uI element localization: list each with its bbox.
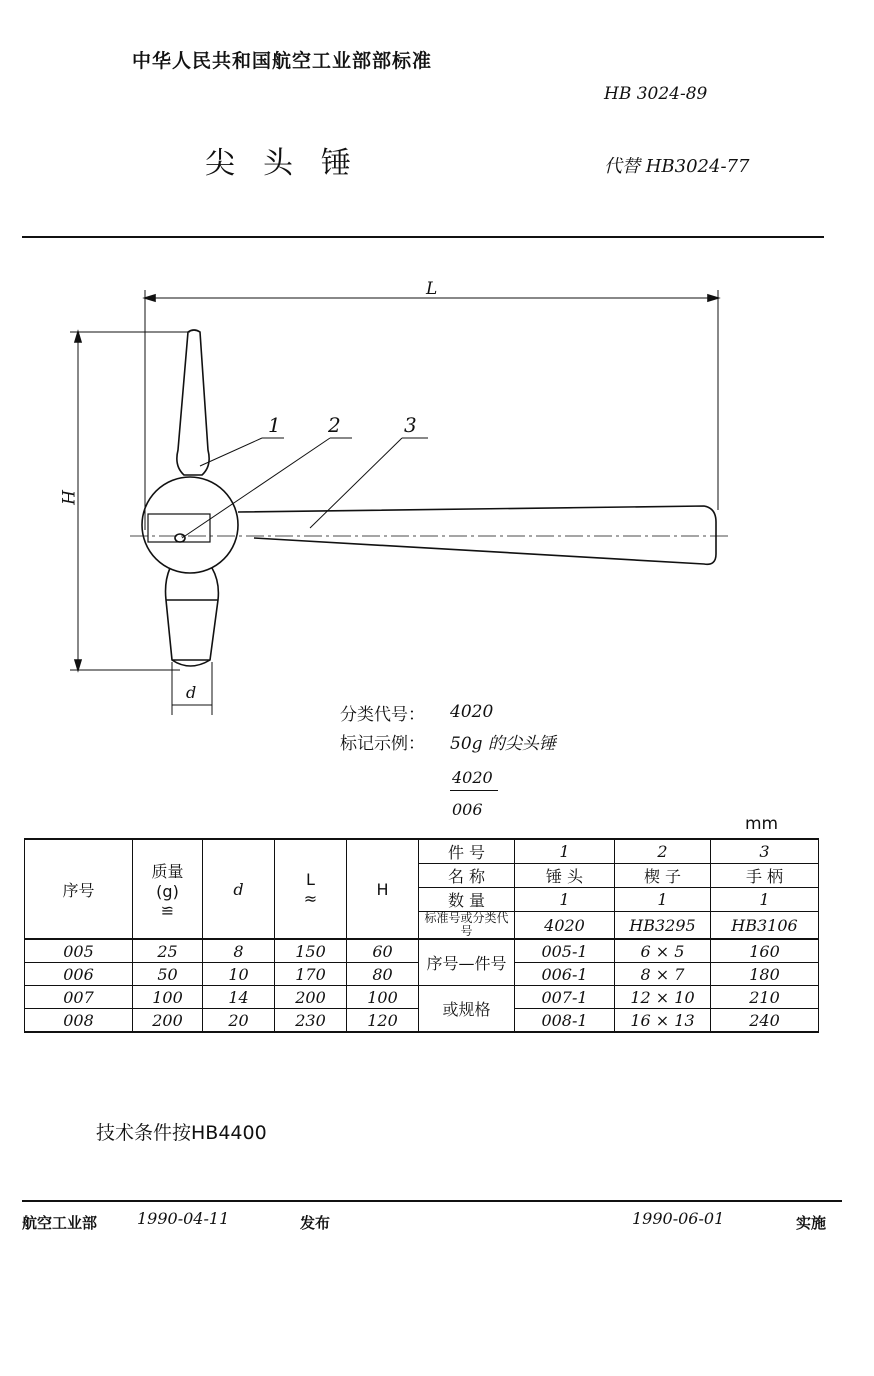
- part-1-no: 1: [515, 839, 615, 864]
- header-H: H: [347, 839, 419, 939]
- page-title: 尖头锤: [205, 146, 379, 181]
- dim-H-label: H: [57, 490, 77, 505]
- header-part-no: 件 号: [419, 839, 515, 864]
- header-d: d: [203, 839, 275, 939]
- table-row: 008 200 20 230 120 008-1 16 × 13 240: [25, 1009, 819, 1033]
- issuer: 航空工业部: [22, 1214, 98, 1232]
- top-divider: [22, 236, 824, 238]
- header-seq-part: 序号—件号: [419, 939, 515, 986]
- part-3-label: 3: [404, 413, 417, 437]
- table-row: 005 25 8 150 60 序号—件号 005-1 6 × 5 160: [25, 939, 819, 963]
- example-label: 标记示例：: [340, 734, 425, 754]
- header-or-spec: 或规格: [419, 986, 515, 1033]
- hammer-drawing: [40, 270, 760, 720]
- header-qty: 数 量: [419, 888, 515, 912]
- part-2-label: 2: [328, 413, 341, 437]
- marking-fraction-line: [450, 790, 498, 791]
- table-row: 006 50 10 170 80 006-1 8 × 7 180: [25, 963, 819, 986]
- bottom-divider: [22, 1200, 842, 1202]
- issue-word: 发布: [300, 1214, 331, 1232]
- spec-table: [24, 838, 819, 1033]
- standard-code: HB 3024-89: [604, 84, 708, 104]
- replaces-standard: 代替 HB3024-77: [604, 156, 750, 177]
- part-3-std: HB3106: [711, 912, 819, 940]
- part-3-no: 3: [711, 839, 819, 864]
- part-1-std: 4020: [515, 912, 615, 940]
- part-3-name: 手 柄: [711, 864, 819, 888]
- header-name: 名 称: [419, 864, 515, 888]
- part-2-std: HB3295: [615, 912, 711, 940]
- example-value: 50g 的尖头锤: [450, 734, 556, 754]
- unit-label: mm: [745, 814, 779, 834]
- part-3-qty: 1: [711, 888, 819, 912]
- part-1-label: 1: [268, 413, 281, 437]
- marking-numerator: 4020: [452, 768, 493, 787]
- dim-L-label: L: [426, 279, 438, 299]
- header-L: L ≈: [275, 839, 347, 939]
- part-2-name: 楔 子: [615, 864, 711, 888]
- standard-organization: 中华人民共和国航空工业部部标准: [132, 50, 433, 72]
- header-mass: 质量 (g) ≌: [133, 839, 203, 939]
- marking-denominator: 006: [452, 800, 483, 819]
- dim-d-label: d: [186, 683, 197, 702]
- part-2-no: 2: [615, 839, 711, 864]
- header-seq: 序号: [25, 839, 133, 939]
- part-1-name: 锤 头: [515, 864, 615, 888]
- classification-label: 分类代号：: [340, 705, 425, 725]
- effective-word: 实施: [796, 1214, 827, 1232]
- table-row: 007 100 14 200 100 或规格 007-1 12 × 10 210: [25, 986, 819, 1009]
- part-1-qty: 1: [515, 888, 615, 912]
- effective-date: 1990-06-01: [632, 1209, 725, 1228]
- classification-value: 4020: [450, 702, 494, 722]
- header-std: 标准号或分类代号: [419, 912, 515, 940]
- part-2-qty: 1: [615, 888, 711, 912]
- issue-date: 1990-04-11: [137, 1209, 230, 1228]
- technical-note: 技术条件按HB4400: [96, 1122, 267, 1144]
